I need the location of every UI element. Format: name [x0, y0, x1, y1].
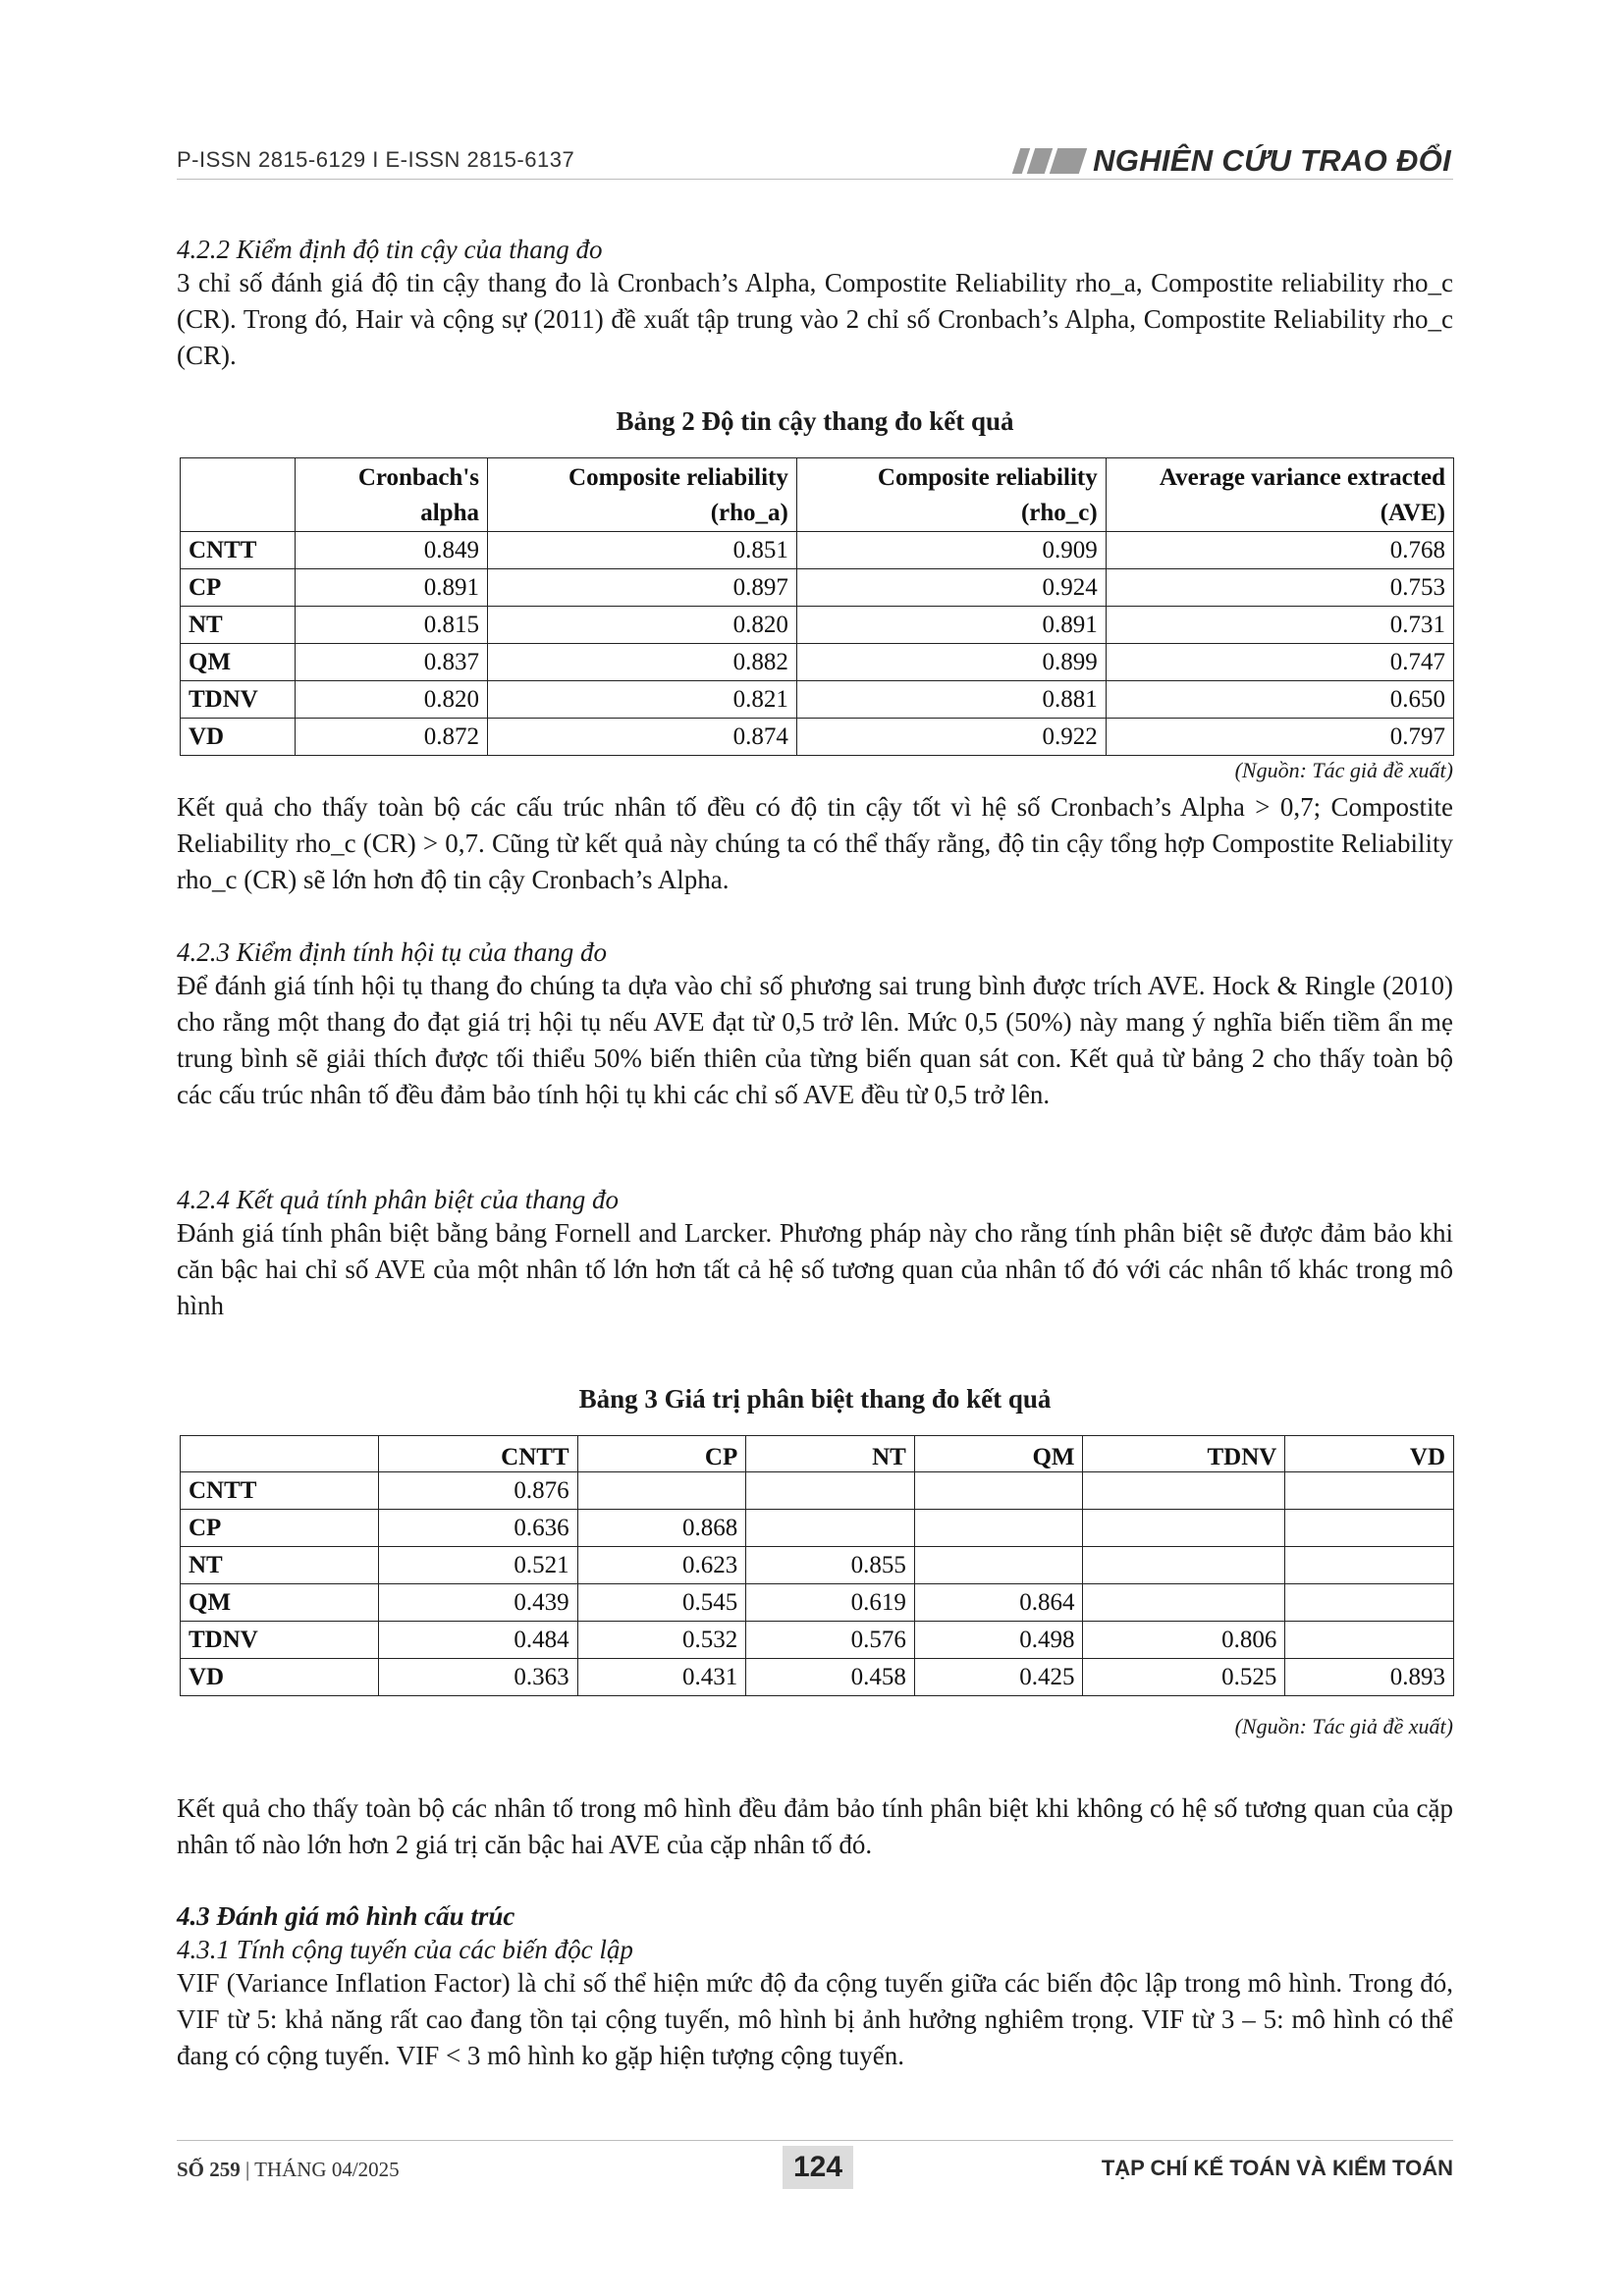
table-cell: [1083, 1510, 1285, 1547]
table-cell: 0.650: [1106, 681, 1453, 719]
footer-journal: TẠP CHÍ KẾ TOÁN VÀ KIỂM TOÁN: [1101, 2156, 1453, 2180]
table-cell: 0.909: [796, 532, 1106, 569]
table-cell: 0.881: [796, 681, 1106, 719]
row-header: QM: [181, 644, 296, 681]
header-issn: P-ISSN 2815-6129 I E-ISSN 2815-6137: [177, 147, 575, 172]
table2-caption: Bảng 2 Độ tin cậy thang đo kết quả: [616, 406, 1014, 436]
table3-corner-cell: [181, 1436, 379, 1472]
footer-issue-label: SỐ 259: [177, 2158, 241, 2181]
table2-source: (Nguồn: Tác giả đề xuất): [1234, 758, 1453, 782]
table-cell: 0.806: [1083, 1622, 1285, 1659]
table3-col-header: NT: [746, 1436, 915, 1472]
table3-source: (Nguồn: Tác giả đề xuất): [1234, 1714, 1453, 1738]
table-cell: 0.521: [379, 1547, 578, 1584]
table-cell: 0.821: [488, 681, 797, 719]
table-cell: 0.855: [746, 1547, 915, 1584]
table3-caption: Bảng 3 Giá trị phân biệt thang đo kết quả: [578, 1384, 1052, 1414]
table-cell: 0.897: [488, 569, 797, 607]
table-cell: [1285, 1547, 1454, 1584]
table-row: [181, 1622, 1454, 1659]
heading-4-2-4: 4.2.4 Kết quả tính phân biệt của thang đo: [177, 1185, 619, 1214]
paragraph-after-table2: Kết quả cho thấy toàn bộ các cấu trúc nhân tố đều có độ tin cậy tốt vì hệ số Cronbach’s Alpha > 0,7; Compostite Reliability rho_c (CR) > 0,7. Cũng từ kết quả này chúng ta có thể thấy rằng, độ tin cậy tổng hợp Compostite Reliability rho_c (CR) sẽ lớn hơn độ tin cậy Cronbach’s Alpha.: [177, 792, 1453, 894]
table-cell: 0.924: [796, 569, 1106, 607]
table-cell: [1285, 1584, 1454, 1622]
table-cell: 0.899: [796, 644, 1106, 681]
table-cell: 0.864: [914, 1584, 1083, 1622]
row-header: NT: [181, 607, 296, 644]
table-row: [181, 1584, 1454, 1622]
row-header: CP: [181, 1510, 379, 1547]
table-cell: 0.891: [295, 569, 487, 607]
table-row: [181, 719, 1454, 756]
page-number: 124: [783, 2146, 853, 2189]
table3: [180, 1435, 1454, 1696]
table2-corner-cell: [181, 458, 296, 532]
table-cell: [746, 1472, 915, 1510]
footer-month: | THÁNG 04/2025: [245, 2158, 400, 2181]
table-cell: 0.753: [1106, 569, 1453, 607]
table-cell: 0.820: [295, 681, 487, 719]
heading-4-2-3: 4.2.3 Kiểm định tính hội tụ của thang đo: [177, 937, 607, 967]
table-row: [181, 1510, 1454, 1547]
table-cell: 0.532: [577, 1622, 746, 1659]
table-cell: 0.768: [1106, 532, 1453, 569]
table3-header-row: [181, 1436, 1454, 1472]
table-cell: 0.868: [577, 1510, 746, 1547]
table-cell: 0.922: [796, 719, 1106, 756]
table3-col-header: VD: [1285, 1436, 1454, 1472]
table-cell: [1285, 1510, 1454, 1547]
table-row: [181, 681, 1454, 719]
table-row: [181, 644, 1454, 681]
table-row: [181, 1472, 1454, 1510]
table-cell: 0.876: [379, 1472, 578, 1510]
table3-col-header: CNTT: [379, 1436, 578, 1472]
table-cell: 0.484: [379, 1622, 578, 1659]
table-cell: [914, 1510, 1083, 1547]
table-cell: 0.882: [488, 644, 797, 681]
table-cell: [914, 1547, 1083, 1584]
table-cell: 0.545: [577, 1584, 746, 1622]
header-rule: [177, 179, 1453, 180]
table3-col-header: TDNV: [1083, 1436, 1285, 1472]
table-cell: 0.458: [746, 1659, 915, 1696]
table3-col-header: QM: [914, 1436, 1083, 1472]
table2-col-header: Composite reliability (rho_c): [796, 458, 1106, 532]
table2-col-header: Cronbach's alpha: [295, 458, 487, 532]
row-header: CP: [181, 569, 296, 607]
table-cell: [914, 1472, 1083, 1510]
table-cell: [1083, 1472, 1285, 1510]
table-row: [181, 1547, 1454, 1584]
header-section: [1016, 143, 1451, 179]
table-row: [181, 607, 1454, 644]
table2-header-row: [181, 458, 1454, 532]
row-header: CNTT: [181, 532, 296, 569]
table-cell: 0.837: [295, 644, 487, 681]
table-cell: [1285, 1622, 1454, 1659]
table-cell: 0.425: [914, 1659, 1083, 1696]
table-cell: 0.731: [1106, 607, 1453, 644]
table2-col-header: Average variance extracted (AVE): [1106, 458, 1453, 532]
table-row: [181, 1659, 1454, 1696]
table-row: [181, 532, 1454, 569]
table-cell: 0.874: [488, 719, 797, 756]
table-cell: 0.636: [379, 1510, 578, 1547]
row-header: NT: [181, 1547, 379, 1584]
table-cell: 0.363: [379, 1659, 578, 1696]
table-cell: 0.431: [577, 1659, 746, 1696]
table-cell: 0.525: [1083, 1659, 1285, 1696]
heading-4-2-2: 4.2.2 Kiểm định độ tin cậy của thang đo: [177, 235, 603, 264]
footer-issue: [177, 2158, 400, 2182]
table-cell: [577, 1472, 746, 1510]
table2: [180, 457, 1454, 756]
table-cell: [1083, 1584, 1285, 1622]
paragraph-4-2-3: Để đánh giá tính hội tụ thang đo chúng ta dựa vào chỉ số phương sai trung bình được trích AVE. Hock & Ringle (2010) cho rằng một thang đo đạt giá trị hội tụ nếu AVE đạt từ 0,5 trở lên. Mức 0,5 (50%) này mang ý nghĩa biến tiềm ẩn mẹ trung bình sẽ giải thích được tối thiểu 50% biến thiên của từng biến quan sát con. Kết quả từ bảng 2 cho thấy toàn bộ các cấu trúc nhân tố đều đảm bảo tính hội tụ khi các chỉ số AVE đều từ 0,5 trở lên.: [177, 971, 1453, 1109]
header-section-title: NGHIÊN CỨU TRAO ĐỔI: [1093, 143, 1451, 178]
table-cell: 0.797: [1106, 719, 1453, 756]
table-cell: 0.893: [1285, 1659, 1454, 1696]
footer-rule: [177, 2140, 1453, 2141]
row-header: QM: [181, 1584, 379, 1622]
row-header: TDNV: [181, 1622, 379, 1659]
table-cell: 0.851: [488, 532, 797, 569]
table-cell: 0.576: [746, 1622, 915, 1659]
row-header: CNTT: [181, 1472, 379, 1510]
paragraph-4-3-1: VIF (Variance Inflation Factor) là chỉ số thể hiện mức độ đa cộng tuyến giữa các biến độc lập trong mô hình. Trong đó, VIF từ 5: khả năng rất cao đang tồn tại cộng tuyến, mô hình bị ảnh hưởng nghiêm trọng. VIF từ 3 – 5: mô hình có thể đang có cộng tuyến. VIF < 3 mô hình ko gặp hiện tượng cộng tuyến.: [177, 1968, 1453, 2070]
header-bars-icon: [1016, 148, 1083, 174]
table2-col-header: Composite reliability (rho_a): [488, 458, 797, 532]
table-cell: [1285, 1472, 1454, 1510]
table-cell: 0.891: [796, 607, 1106, 644]
table-cell: 0.619: [746, 1584, 915, 1622]
table-cell: 0.439: [379, 1584, 578, 1622]
row-header: VD: [181, 1659, 379, 1696]
table-cell: 0.849: [295, 532, 487, 569]
table-cell: [746, 1510, 915, 1547]
paragraph-4-2-2: 3 chỉ số đánh giá độ tin cậy thang đo là Cronbach’s Alpha, Compostite Reliability rho_a, Compostite reliability rho_c (CR). Trong đó, Hair và cộng sự (2011) đề xuất tập trung vào 2 chỉ số Cronbach’s Alpha, Compostite Reliability rho_c (CR).: [177, 268, 1453, 370]
table-row: [181, 569, 1454, 607]
table3-col-header: CP: [577, 1436, 746, 1472]
heading-4-3-1: 4.3.1 Tính cộng tuyến của các biến độc lập: [177, 1935, 633, 1964]
table-cell: 0.498: [914, 1622, 1083, 1659]
table-cell: 0.820: [488, 607, 797, 644]
row-header: VD: [181, 719, 296, 756]
table-cell: 0.872: [295, 719, 487, 756]
table-cell: 0.747: [1106, 644, 1453, 681]
row-header: TDNV: [181, 681, 296, 719]
table-cell: 0.623: [577, 1547, 746, 1584]
table-cell: [1083, 1547, 1285, 1584]
paragraph-after-table3: Kết quả cho thấy toàn bộ các nhân tố trong mô hình đều đảm bảo tính phân biệt khi không có hệ số tương quan của cặp nhân tố nào lớn hơn 2 giá trị căn bậc hai AVE của cặp nhân tố đó.: [177, 1793, 1453, 1859]
heading-4-3: 4.3 Đánh giá mô hình cấu trúc: [177, 1901, 515, 1931]
paragraph-4-2-4: Đánh giá tính phân biệt bằng bảng Fornell and Larcker. Phương pháp này cho rằng tính phân biệt sẽ được đảm bảo khi căn bậc hai chỉ số AVE của một nhân tố lớn hơn tất cả hệ số tương quan của nhân tố đó với các nhân tố khác trong mô hình: [177, 1218, 1453, 1320]
table-cell: 0.815: [295, 607, 487, 644]
